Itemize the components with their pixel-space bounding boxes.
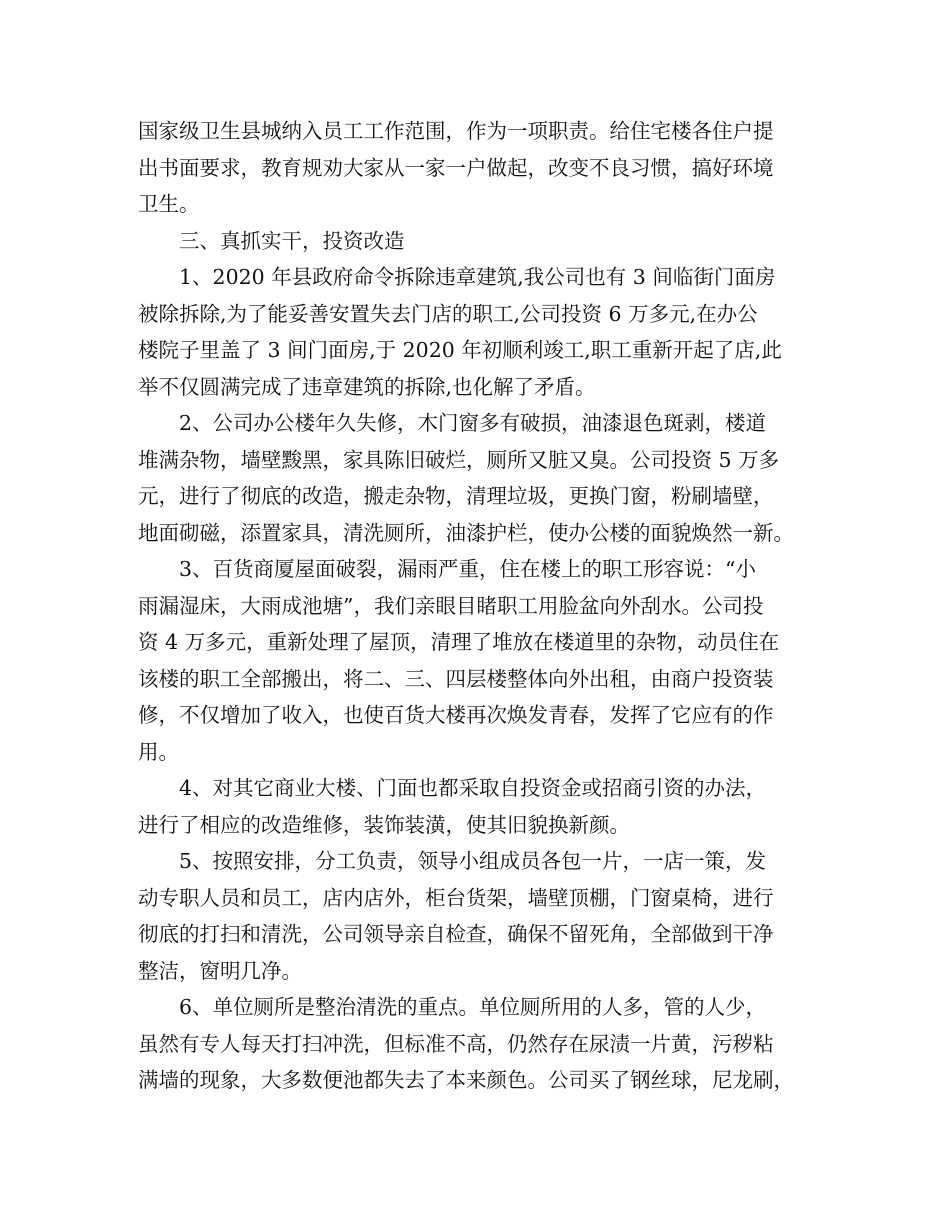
text-line: 5、按照安排，分工负责，领导小组成员各包一片，一店一策，发 bbox=[179, 849, 767, 873]
document-body bbox=[138, 113, 828, 1099]
text-line: 满墙的现象，大多数便池都失去了本来颜色。公司买了钢丝球，尼龙刷， bbox=[138, 1068, 794, 1092]
section-heading bbox=[138, 223, 828, 260]
text-line: 修，不仅增加了收入，也使百货大楼再次焕发青春，发挥了它应有的作 bbox=[138, 703, 774, 727]
text-line: 2、公司办公楼年久失修，木门窗多有破损，油漆退色斑剥，楼道 bbox=[179, 411, 767, 435]
paragraph-item-3 bbox=[138, 551, 828, 770]
text-line: 地面砌磁，添置家具，清洗厕所，油漆护栏，使办公楼的面貌焕然一新。 bbox=[138, 520, 794, 545]
text-line: 3、百货商厦屋面破裂，漏雨严重，住在楼上的职工形容说：“小 bbox=[179, 557, 757, 581]
text-line: 进行了相应的改造维修，装饰装潢，使其旧貌换新颜。 bbox=[138, 812, 630, 837]
text-line: 整洁，窗明几净。 bbox=[138, 958, 302, 983]
paragraph-hygiene-duty bbox=[138, 113, 828, 223]
text-line: 被除拆除,为了能妥善安置失去门店的职工,公司投资 6 万多元,在办公 bbox=[138, 301, 758, 326]
text-line: 国家级卫生县城纳入员工工作范围，作为一项职责。给住宅楼各住户提 bbox=[138, 119, 774, 143]
text-line: 楼院子里盖了 3 间门面房,于 2020 年初顺利竣工,职工重新开起了店,此 bbox=[138, 338, 782, 362]
text-line: 出书面要求，教育规劝大家从一家一户做起，改变不良习惯，搞好环境 bbox=[138, 155, 774, 180]
text-line: 彻底的打扫和清洗，公司领导亲自检查，确保不留死角，全部做到干净 bbox=[138, 922, 774, 946]
text-line: 虽然有专人每天打扫冲洗，但标准不高，仍然存在尿渍一片黄，污秽粘 bbox=[138, 1031, 774, 1056]
paragraph-item-2 bbox=[138, 405, 828, 551]
text-line: 雨漏湿床，大雨成池塘”，我们亲眼目睹职工用脸盆向外刮水。公司投 bbox=[138, 593, 764, 618]
text-line: 4、对其它商业大楼、门面也都采取自投资金或招商引资的办法， bbox=[179, 776, 767, 800]
paragraph-item-6 bbox=[138, 989, 828, 1099]
text-line: 举不仅圆满完成了违章建筑的拆除,也化解了矛盾。 bbox=[138, 374, 596, 399]
paragraph-item-5 bbox=[138, 843, 828, 989]
text-line: 卫生。 bbox=[138, 192, 200, 216]
text-line: 堆满杂物，墙壁黢黑，家具陈旧破烂，厕所又脏又臭。公司投资 5 万多 bbox=[138, 447, 780, 472]
text-line: 6、单位厕所是整治清洗的重点。单位厕所用的人多，管的人少， bbox=[179, 995, 767, 1019]
text-line: 动专职人员和员工，店内店外，柜台货架，墙壁顶棚，门窗桌椅，进行 bbox=[138, 885, 774, 910]
text-line: 资 4 万多元，重新处理了屋顶，清理了堆放在楼道里的杂物，动员住在 bbox=[138, 630, 780, 654]
heading-text: 三、真抓实干，投资改造 bbox=[179, 228, 405, 253]
text-line: 用。 bbox=[138, 739, 179, 764]
text-line: 该楼的职工全部搬出，将二、三、四层楼整体向外出租，由商户投资装 bbox=[138, 666, 774, 691]
text-line: 1、2020 年县政府命令拆除违章建筑,我公司也有 3 间临街门面房 bbox=[179, 265, 776, 289]
text-line: 元，进行了彻底的改造，搬走杂物，清理垃圾，更换门窗，粉刷墙壁， bbox=[138, 484, 774, 508]
paragraph-item-4 bbox=[138, 770, 828, 843]
paragraph-item-1 bbox=[138, 259, 828, 405]
